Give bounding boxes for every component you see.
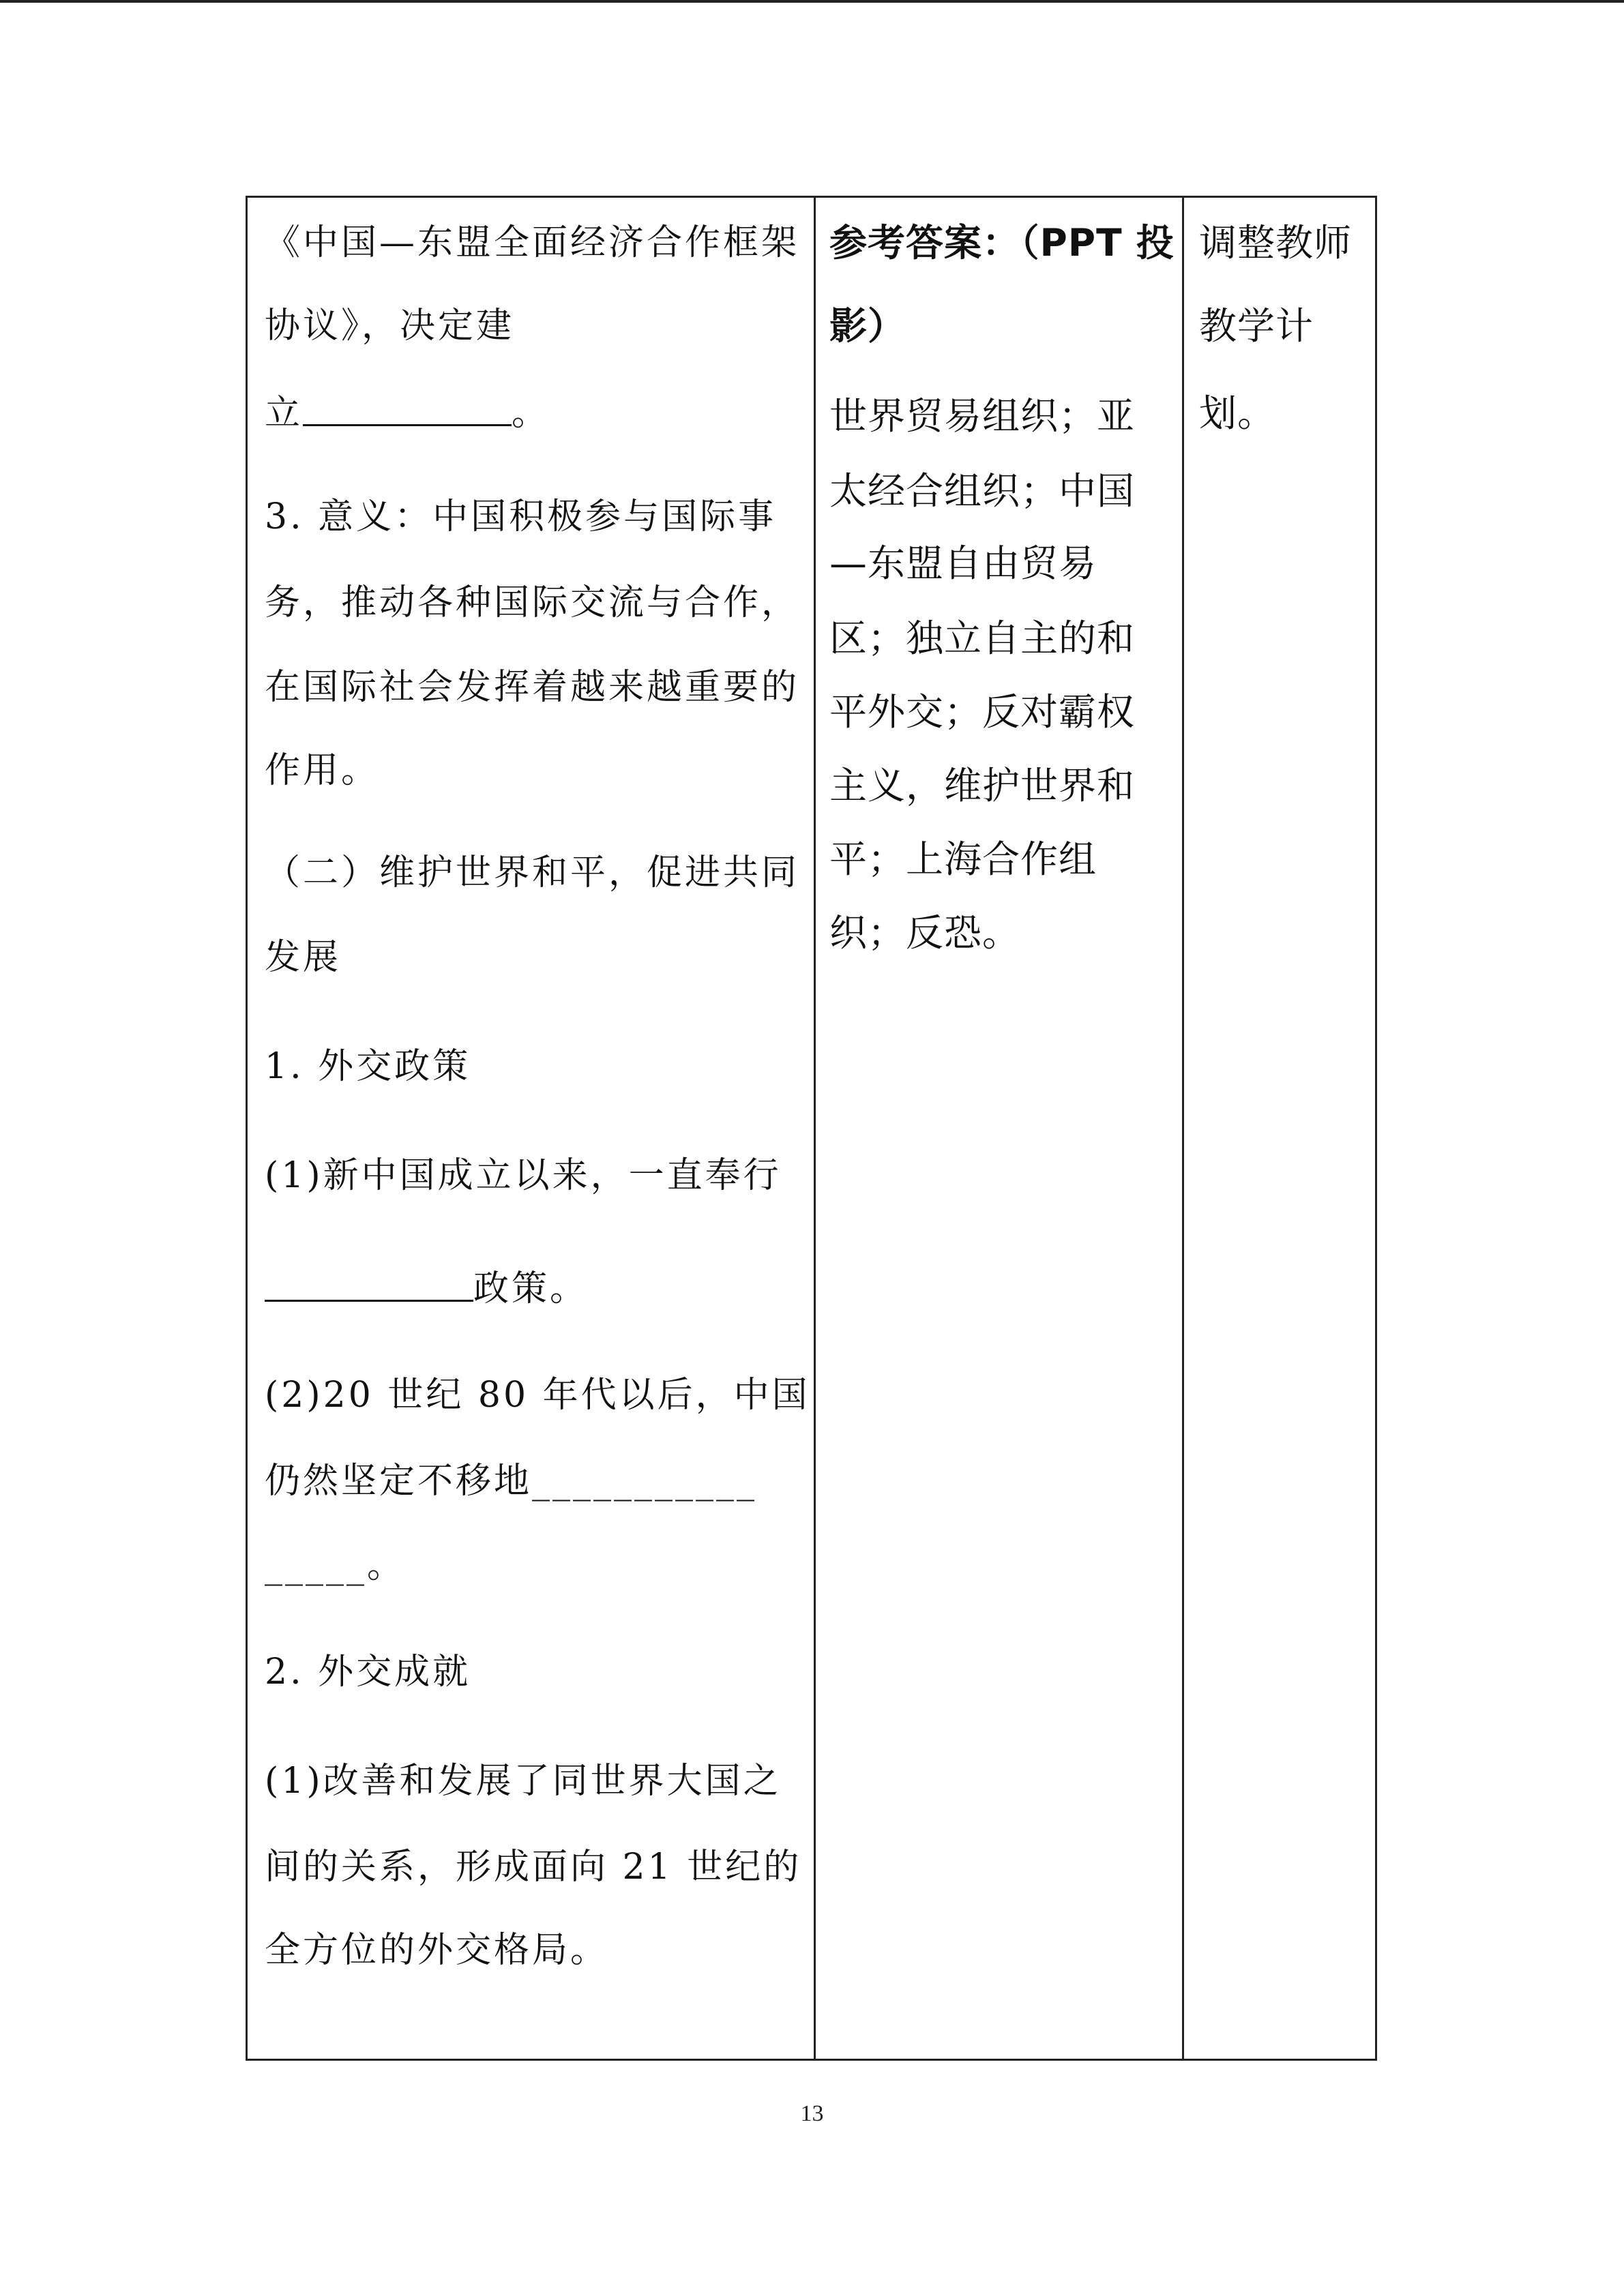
answer-label: 参考答案：（PPT 投 <box>829 221 1175 265</box>
policy-item-suffix: 政策。 <box>473 1268 589 1309</box>
answer-line: 太经合组织；中国 <box>829 469 1136 513</box>
page-number: 13 <box>800 2101 824 2126</box>
answer-line: 区；独立自主的和 <box>829 616 1136 660</box>
fill-in-blank[interactable] <box>265 1300 473 1302</box>
achievement-item: 间的关系，形成面向 21 世纪的 <box>265 1847 802 1888</box>
policy-item: 仍然坚定不移地___________ <box>265 1461 758 1502</box>
answer-line: 世界贸易组织；亚 <box>829 394 1136 438</box>
policy-heading: 1. 外交政策 <box>265 1046 471 1087</box>
answer-line: 织；反恐。 <box>829 911 1021 955</box>
notes-line: 教学计 <box>1199 304 1314 348</box>
page-top-border <box>0 0 1624 3</box>
answer-line: 主义，维护世界和 <box>829 764 1136 807</box>
significance-line: 作用。 <box>265 750 380 791</box>
section-heading: （二）维护世界和平，促进共同 <box>265 852 800 893</box>
answer-label: 影） <box>829 304 906 348</box>
significance-line: 在国际社会发挥着越来越重要的 <box>265 667 800 708</box>
policy-item: (1)新中国成立以来，一直奉行 <box>265 1155 782 1196</box>
fill-in-blank[interactable] <box>303 424 512 426</box>
agreement-line: 《中国—东盟全面经济合作框架 <box>265 222 800 263</box>
notes-line: 调整教师 <box>1199 221 1353 265</box>
achievement-item: (1)改善和发展了同世界大国之 <box>265 1761 782 1802</box>
answer-line: 平；上海合作组 <box>829 837 1097 881</box>
policy-item: _____。 <box>265 1545 406 1586</box>
achievement-heading: 2. 外交成就 <box>265 1652 471 1693</box>
policy-item: (2)20 世纪 80 年代以后，中国 <box>265 1375 810 1416</box>
notes-line: 划。 <box>1199 391 1276 435</box>
establish-suffix: 。 <box>512 393 550 434</box>
agreement-line: 协议》，决定建 <box>265 305 515 346</box>
establish-prefix: 立 <box>265 393 304 434</box>
section-heading: 发展 <box>265 937 342 978</box>
policy-item-blank-line <box>265 1268 588 1309</box>
significance-line: 3. 意义：中国积极参与国际事 <box>265 496 777 537</box>
column-divider <box>1182 198 1184 2059</box>
answer-line: 平外交；反对霸权 <box>829 690 1136 734</box>
achievement-item: 全方位的外交格局。 <box>265 1930 609 1971</box>
answer-line: —东盟自由贸易 <box>829 541 1097 585</box>
column-divider <box>814 198 816 2059</box>
significance-line: 务，推动各种国际交流与合作， <box>265 582 800 623</box>
lesson-plan-table <box>246 196 1377 2061</box>
establish-line <box>265 393 550 434</box>
